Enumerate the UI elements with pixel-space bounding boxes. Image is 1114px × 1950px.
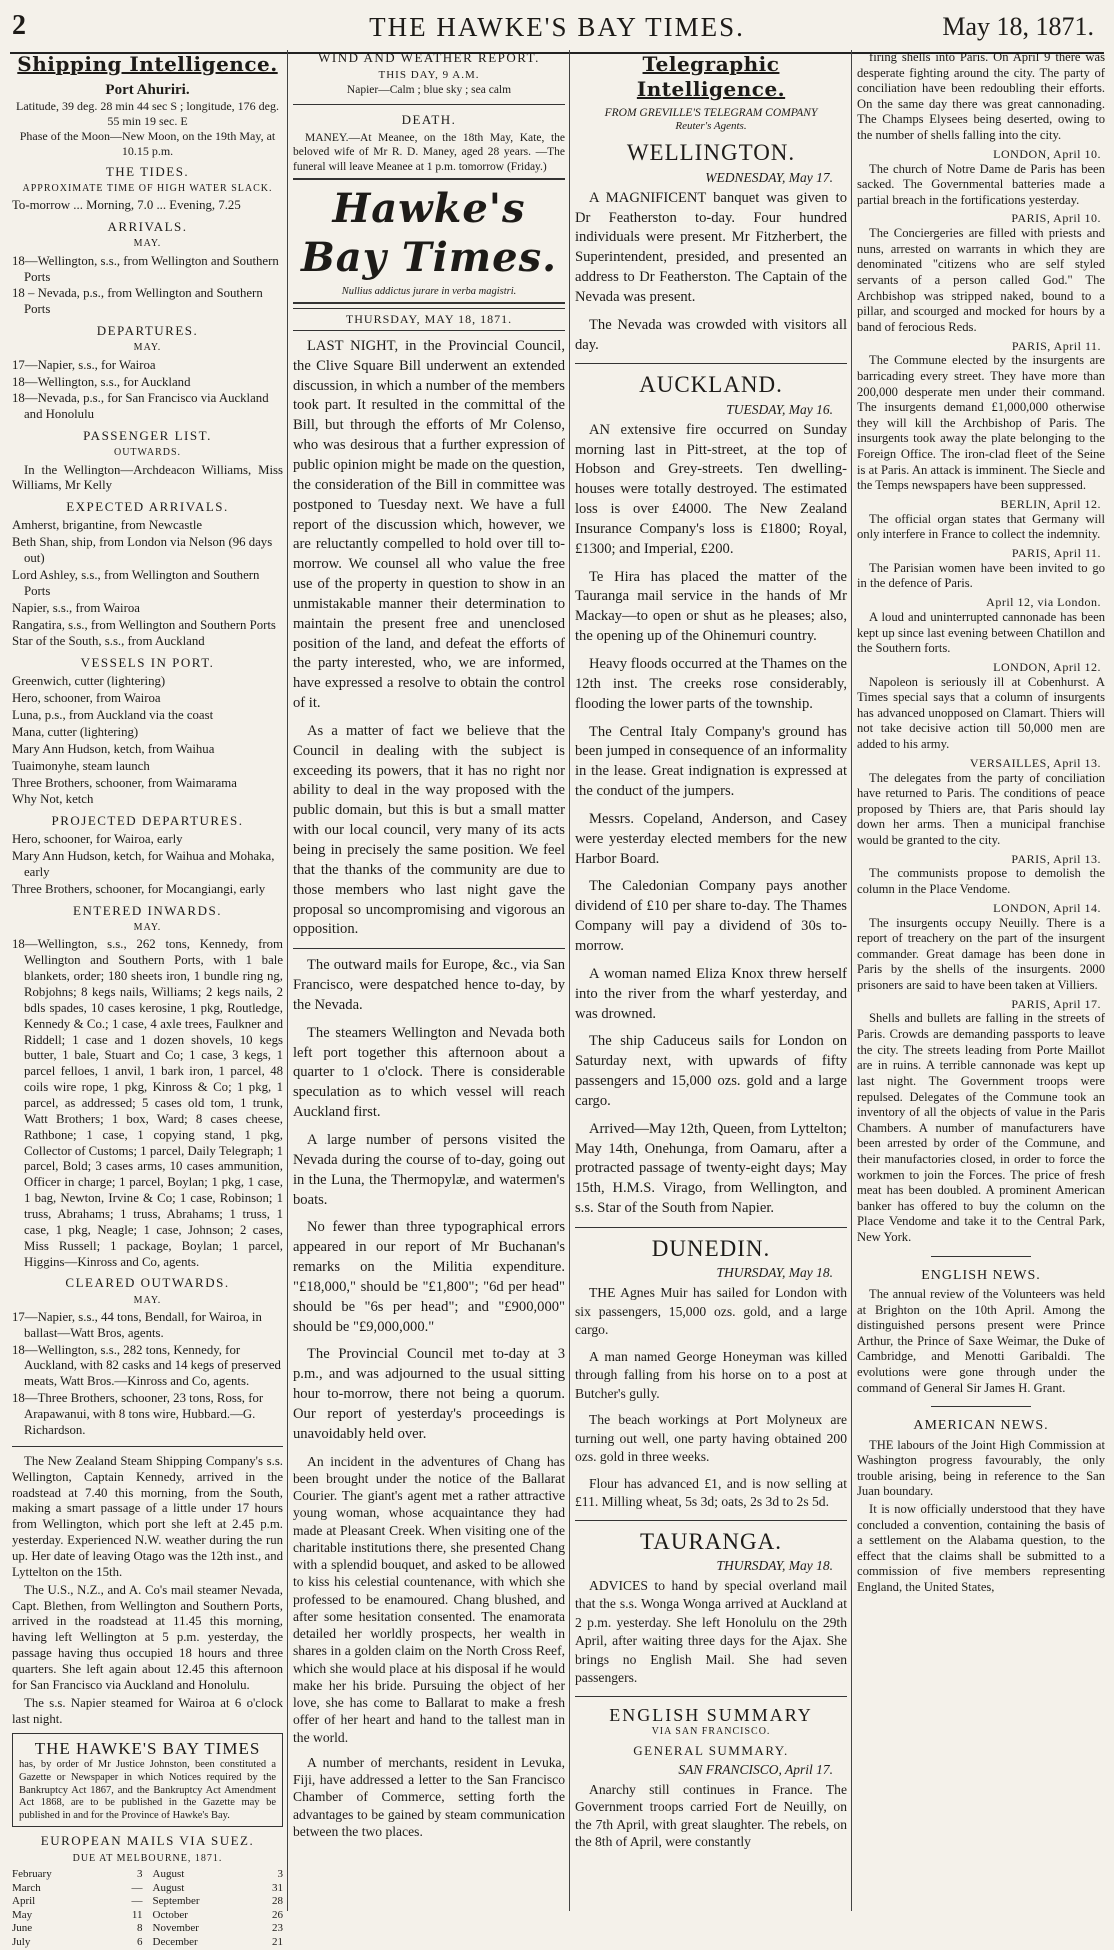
news-paragraph: firing shells into Paris. On April 9 there was desperate fighting around the city. The party of conciliation have been redoubling their efforts. On the same day there was great cannonading. The Champs Elysees being deserted, owing to the number of shells falling into the city. — [857, 50, 1105, 143]
dateline-dunedin: DUNEDIN. — [651, 1235, 771, 1261]
news-paragraph: Napoleon is seriously ill at Cobenhurst. A Times special says that a column of insurgents has advanced unopposed on Clamart. Thiers will not take decisive action till 50,000 men are added to his army. — [857, 674, 1105, 752]
month-cell: December — [152, 1936, 198, 1949]
list-item: 18—Nevada, p.s., for San Francisco via Auckland and Honolulu — [12, 391, 269, 422]
list-item: 18—Three Brothers, schooner, 23 tons, Ross, for Arapawanui, with 8 tons wire, Hubbard.—G. Richardson. — [12, 1391, 264, 1437]
weather-text: Napier—Calm ; blue sky ; sea calm — [346, 83, 512, 96]
dateline-tauranga: TAURANGA. — [640, 1528, 782, 1554]
list-item: Greenwich, cutter (lightering) — [12, 674, 166, 689]
passenger-text: In the Wellington—Archdeacon Williams, Miss Williams, Mr Kelly — [12, 462, 283, 493]
divider — [931, 1256, 1030, 1257]
news-paragraph: An incident in the adventures of Chang has been brought under the notice of the Ballarat Courier. The giant's agent met a rather attractive young woman, whose acquaintance they had made at Pleasant Creek. When visiting one of the charitable institutions there, she presented Chang with a splendid bouquet, and asked to be allowed to kiss his celestial countenance, with which she professed to be enamoured. Chang blushed, and after some hesitation consented. The enamorata detailed her worldly prospects, her wealth in shares in a golden claim on the North Cross Reef, which she would place at his disposal if he would make her his bride. Pursuing the object of her love, she has come to Ballarat to make a fresh offer of her heart and hand to the tallest man in the world. — [293, 1453, 565, 1745]
general-summary-heading: GENERAL SUMMARY. — [633, 1743, 789, 1759]
cleared-heading: CLEARED OUTWARDS. — [65, 1275, 230, 1291]
table-row — [12, 1882, 143, 1896]
mails-heading: EUROPEAN MAILS VIA SUEZ. — [40, 1833, 255, 1849]
shipping-note: The U.S., N.Z., and A. Co's mail steamer Nevada, Capt. Blethen, from Wellington and Southern Ports, arrived in the roadstead at 11.45 this morning, having left Wellington at 5 p.m. yesterday, the passage having thus occupied 18 hours and three quarters. She left again about 12.45 this afternoon for San Francisco via Auckland and Honolulu. — [12, 1582, 283, 1692]
list-item: Mana, cutter (lightering) — [12, 725, 139, 740]
list-item: Luna, p.s., from Auckland via the coast — [12, 708, 214, 723]
dateline: LONDON, April 14. — [993, 900, 1101, 915]
column-foreign-news — [857, 50, 1105, 1598]
section-heading: Telegraphic Intelligence. — [636, 52, 786, 101]
news-paragraph: The outward mails for Europe, &c., via San Francisco, were despatched hence to-day, by the Nevada. — [293, 957, 565, 1013]
month-cell: June — [12, 1922, 33, 1935]
passenger-heading: PASSENGER LIST. — [83, 428, 212, 444]
news-paragraph: Anarchy still continues in France. The Government troops carried Fort de Neuilly, on the 7th April, with great slaughter. The rebels, on the 8th of April, were constantly — [575, 1782, 847, 1849]
column-editorial — [293, 50, 565, 1848]
tides-heading: THE TIDES. — [105, 163, 190, 179]
expected-list — [12, 518, 283, 650]
dateline: BERLIN, April 12. — [1000, 496, 1101, 511]
divider — [575, 363, 847, 364]
dateline-auckland: AUCKLAND. — [639, 372, 783, 398]
column-divider — [569, 50, 570, 1911]
telegram-source: FROM GREVILLE'S TELEGRAM COMPANY — [604, 106, 818, 119]
news-paragraph: Te Hira has placed the matter of the Tauranga mail service in the hands of Mr Mackay—to open or shut as he pleases; also, the opening up of the Ohinemuri country. — [575, 568, 847, 645]
table-row — [12, 1922, 143, 1936]
notice-text: has, by order of Mr Justice Johnston, been constituted a Gazette or Newspaper in which Notices required by the Bankruptcy Act 1867, and the Bankruptcy Act Amendment Act 1868, are to be published in the Gazette may be published in and for the Province of Hawke's Bay. — [19, 1759, 276, 1821]
day-cell: 3 — [277, 1867, 283, 1880]
month-cell: May — [12, 1908, 33, 1921]
list-item: Lord Ashley, s.s., from Wellington and Southern Ports — [12, 568, 260, 598]
entered-heading: ENTERED INWARDS. — [73, 902, 222, 918]
news-paragraph: No fewer than three typographical errors appeared in our report of Mr Buchanan's remarks on the Militia expenditure. "£18,000," should be "£1,800"; "6d per head" should be "6s per head"; and "£900,000" should be "£9,000,000." — [293, 1219, 565, 1335]
table-row — [153, 1895, 284, 1909]
news-paragraph: The church of Notre Dame de Paris has been sacked. The Governmental batteries made a partial breach in the fortifications yesterday. — [857, 161, 1105, 207]
table-row — [153, 1922, 284, 1936]
table-row — [153, 1868, 284, 1882]
list-item: Tuaimonyhe, steam launch — [12, 758, 150, 773]
notice-title: THE HAWKE'S BAY TIMES — [34, 1739, 261, 1759]
dateline-wellington: WELLINGTON. — [626, 140, 796, 166]
news-paragraph: THE labours of the Joint High Commission at Washington progress favourably, the only trouble arising, being in reference to the San Juan boundary. — [857, 1437, 1105, 1499]
projected-heading: PROJECTED DEPARTURES. — [51, 813, 244, 829]
month-label: MAY. — [133, 342, 162, 354]
news-paragraph: A woman named Eliza Knox threw herself into the river from the wharf yesterday, and was drowned. — [575, 965, 847, 1022]
list-item: Three Brothers, schooner, from Waimarama — [12, 775, 237, 790]
dateline: April 12, via London. — [986, 595, 1101, 610]
news-paragraph: The insurgents occupy Neuilly. There is a report of treachery on the part of the insurgent commander. Great damage has been done in Paris by the shells of the insurgents. 2000 prisoners are said to have been taken at Villiers. — [857, 915, 1105, 992]
month-cell: February — [12, 1867, 52, 1880]
news-paragraph: The Commune elected by the insurgents are barricading every street. They have more than 200,000 desperate men under their command. The insurgents demand £1,000,000 otherwise they will kill the Archbishop of Paris. The insurgents took away the plate belonging to the Foreign Office. The iron-clad fleet of the Seine is at Paris. An attack is imminent. The Siecle and the Temps newspapers have been suppressed. — [857, 353, 1105, 493]
list-item: 18—Wellington, s.s., for Auckland — [12, 374, 191, 389]
table-row — [12, 1868, 143, 1882]
divider — [575, 1696, 847, 1697]
month-cell: November — [152, 1922, 199, 1935]
list-item: Mary Ann Hudson, ketch, from Waihua — [12, 741, 215, 756]
news-paragraph: The Provincial Council met to-day at 3 p.m., and was adjourned to the usual sitting hour to-morrow, there not being a quorum. Our report of yesterday's proceedings is unavoidably held over. — [293, 1346, 565, 1442]
news-paragraph: A number of merchants, resident in Levuka, Fiji, have addressed a letter to the San Francisco Chamber of Commerce, setting forth the advantages to be gained by steam communication between the two places. — [293, 1754, 565, 1839]
table-row — [12, 1895, 143, 1909]
day-cell: 8 — [137, 1922, 143, 1935]
tides-row: To-morrow ... Morning, 7.0 ... Evening, 7.25 — [12, 198, 241, 213]
weather-heading: WIND AND WEATHER REPORT. — [318, 50, 540, 65]
table-row — [153, 1909, 284, 1923]
shipping-note: The New Zealand Steam Shipping Company's s.s. Wellington, Captain Kennedy, arrived in the roadstead at 7.40 this morning, from the South, making a smart passage of a little under 17 hours from Wellington, which port she left at 2.45 p.m. yesterday. Experienced N.W. weather during the run up. Her date of leaving Otago was the 12th inst., and Lyttelton on the 15th. — [12, 1453, 283, 1579]
port-position: Latitude, 39 deg. 28 min 44 sec S ; longitude, 176 deg. 55 min 19 sec. E — [16, 99, 279, 129]
list-item: Amherst, brigantine, from Newcastle — [12, 518, 203, 533]
news-paragraph: A large number of persons visited the Nevada during the course of to-day, going out in the Luna, the Thermopylæ, and watermen's boats. — [293, 1131, 565, 1208]
news-paragraph: A man named George Honeyman was killed through falling from his horse on to a post at Butcher's gully. — [575, 1348, 847, 1401]
news-paragraph: The Conciergeries are filled with priests and nuns, arrested on warrants in which they are denominated "citizens who are self styled servants of a person called God." The Archbishop was stripped naked, bound to a pillar, and scourged and mocked for hours by a band of ferocious Reds. — [857, 226, 1105, 334]
page-number: 2 — [12, 10, 26, 41]
cleared-list — [12, 1310, 283, 1439]
paper-name: Hawke's Bay Times. — [300, 184, 558, 282]
mails-left — [12, 1868, 143, 1950]
list-item: 18 – Nevada, p.s., from Wellington and Southern Ports — [12, 286, 263, 317]
column-divider — [287, 50, 288, 1911]
entered-text: 18—Wellington, s.s., 262 tons, Kennedy, from Wellington and Southern Ports, with 1 bale blankets, order; 180 sheets iron, 1 bundle ring ng, Robjohns; 8 kegs nails, Williams; 2 kegs nails, 2 bdls spades, 10 cases kerosine, 1 pkg, Routledge, Kennedy & Co.; 1 case, 4 axle trees, Faulkner and Riddell; 1 case and 1 dozen shovels, 10 kegs butter, 1 bale, Stuart and Co; 1 case, 3 kegs, 1 parcel felloes, 1 anvil, 1 bark iron, 1 parcel, 48 coils wire rope, 1 pkg, Kinross & Co; 1 pkg, 1 parcel, as addressed; 5 cases old tom, 1 trunk, Watt Brothers; 1 box, Ward; 8 cases cheese, Rathbone; 1 case, 1 copying stand, 1 pkg, Collector of Customs; 1 parcel, Daily Telegraph; 1 parcel, Bold; 3 cases arms, 10 cases ammunition, Officer in charge; 1 parcel, Boylan; 1 pkg, 1 case, 1 bag, Newton, Irvine & Co; 1 case, Robinson; 1 truss, Abrahams; 1 truss, Abrahams; 1 truss, 1 case, 1 pkg, Neagle; 1 case, Johnson; 2 cases, Miss Russell; 1 package, Boylan; 1 parcel, Higgins—Kinross and Co, agents. — [12, 937, 283, 1269]
date-auckland: TUESDAY, May 16. — [726, 401, 833, 417]
news-paragraph: A loud and uninterrupted cannonade has been kept up since last evening between Chatillon and the Southern forts. — [857, 609, 1105, 656]
list-item: Hero, schooner, from Wairoa — [12, 691, 161, 706]
list-item: Napier, s.s., from Wairoa — [12, 600, 140, 615]
day-cell: 6 — [137, 1936, 143, 1949]
day-cell: — — [131, 1881, 143, 1894]
divider — [12, 1446, 283, 1447]
news-paragraph: AN extensive fire occurred on Sunday morning last in Pitt-street, at the top of Hobson and Grey-streets. Ten dwelling-houses were totally destroyed. The estimated loss is over £4000. The New Zealand Insurance Company's loss is £1800; Royal, £1300; and Imperial, £200. — [575, 421, 847, 557]
passenger-subheading: OUTWARDS. — [113, 447, 182, 459]
list-item: 18—Wellington, s.s., from Wellington and Southern Ports — [12, 253, 279, 284]
divider — [293, 104, 565, 105]
editorial-paragraph: LAST NIGHT, in the Provincial Council, the Clive Square Bill underwent an extended discussion, in which a number of the members took part. It resulted in the committal of the Bill, but through the efforts of Mr Colenso, who was desirous that a further expression of public opinion might be made on the question, the consideration of the Bill in committee was postponed to Tuesday next. We have a full report of the discussion which, however, we are reluctantly compelled to hold over till to-morrow. We counsel all who value the free use of the property in question to show in an unmistakable manner their determination to maintain the present free and unenclosed position of the land, and defeat the efforts of the party interested, who, we are informed, have expressed a resolve to obtain the control of it. — [293, 337, 565, 712]
dateline: PARIS, April 10. — [1011, 211, 1101, 226]
column-divider — [851, 50, 852, 1911]
news-paragraph: The beach workings at Port Molyneux are turning out well, one party having obtained 200 ozs. gold in three weeks. — [575, 1412, 847, 1465]
dateline: LONDON, April 10. — [993, 146, 1101, 161]
month-label: MAY. — [133, 921, 162, 933]
mails-subheading: DUE AT MELBOURNE, 1871. — [72, 1852, 223, 1864]
table-row — [12, 1936, 143, 1950]
moon-phase: Phase of the Moon—New Moon, on the 19th May, at 10.15 p.m. — [19, 129, 276, 159]
shipping-note: The s.s. Napier steamed for Wairoa at 6 o'clock last night. — [12, 1695, 283, 1726]
in-port-list — [12, 674, 283, 808]
news-paragraph: The annual review of the Volunteers was held at Brighton on the 10th April. Among the distinguished persons present were Prince Arthur, the Prince of Saxe Weimar, the Duke of Cambridge, and Menotti Garibaldi. The evolutions were gone through under the command of General Sir James H. Grant. — [857, 1286, 1105, 1395]
summary-heading: ENGLISH SUMMARY — [609, 1704, 813, 1725]
day-cell: — — [131, 1895, 143, 1908]
day-cell: 3 — [137, 1867, 143, 1880]
column-shipping — [12, 50, 283, 1950]
expected-heading: EXPECTED ARRIVALS. — [66, 499, 229, 515]
divider — [293, 948, 565, 949]
tides-subheading: APPROXIMATE TIME OF HIGH WATER SLACK. — [22, 183, 273, 194]
telegram-source-sub: Reuter's Agents. — [675, 119, 747, 132]
page-title: THE HAWKE'S BAY TIMES. — [369, 12, 745, 42]
american-news-heading: AMERICAN NEWS. — [913, 1418, 1049, 1434]
month-label: MAY. — [133, 1294, 162, 1306]
news-paragraph: ADVICES to hand by special overland mail that the s.s. Wonga Wonga arrived at Auckland at 2 p.m. yesterday. She left Honolulu on the 29th April, after waiting three days for the Ajax. She brings no English Mail. She had seven passengers. — [575, 1577, 847, 1686]
divider — [575, 1520, 847, 1521]
news-paragraph: The Nevada was crowded with visitors all day. — [575, 316, 847, 353]
date-dunedin: THURSDAY, May 18. — [716, 1265, 833, 1281]
english-news-heading: ENGLISH NEWS. — [921, 1267, 1041, 1283]
list-item: Beth Shan, ship, from London via Nelson (96 days out) — [12, 535, 273, 566]
month-cell: October — [152, 1908, 188, 1921]
news-paragraph: It is now officially understood that they have concluded a convention, containing the basis of a settlement on the Alabama question, to the effect that the claims shall be submitted to a commission of five members representing England, the United States, — [857, 1502, 1105, 1595]
list-item: 17—Napier, s.s., for Wairoa — [12, 357, 156, 372]
day-cell: 31 — [272, 1881, 283, 1894]
departures-list — [12, 358, 283, 423]
projected-list — [12, 832, 283, 897]
table-row — [153, 1882, 284, 1896]
news-paragraph: Arrived—May 12th, Queen, from Lyttelton; May 14th, Onehunga, from Oamaru, after a protracted passage of twenty-eight days; May 15th, H.M.S. Virago, from Wellington, and s.s. Star of the South from Napier. — [575, 1120, 847, 1217]
day-cell: 11 — [131, 1908, 143, 1921]
news-paragraph: The Central Italy Company's ground has been jumped in consequence of an informality in the lease. Great indignation is expressed at the conduct of the jumpers. — [575, 723, 847, 800]
dateline: PARIS, April 17. — [1011, 996, 1101, 1011]
issue-date: THURSDAY, MAY 18, 1871. — [293, 308, 565, 331]
dateline: PARIS, April 11. — [1011, 338, 1101, 353]
list-item: Hero, schooner, for Wairoa, early — [12, 832, 183, 847]
news-paragraph: Messrs. Copeland, Anderson, and Casey were yesterday elected members for the new Harbor Board. — [575, 810, 847, 867]
dateline: PARIS, April 13. — [1011, 851, 1101, 866]
arrivals-heading: ARRIVALS. — [107, 219, 188, 235]
list-item: Why Not, ketch — [12, 792, 94, 807]
news-paragraph: A MAGNIFICENT banquet was given to Dr Featherston to-day. Four hundred individuals were present. Mr Fitzherbert, the Superintendent, presided, and presented an address to Dr Featherston. The Captain of the Nevada was present. — [575, 189, 847, 305]
news-paragraph: THE Agnes Muir has sailed for London with six passengers, 15,000 ozs. gold, and a large cargo. — [575, 1285, 847, 1338]
list-item: Star of the South, s.s., from Auckland — [12, 634, 205, 649]
list-item: Rangatira, s.s., from Wellington and Southern Ports — [12, 617, 276, 632]
news-paragraph: The official organ states that Germany will only interfere in France to collect the indemnity. — [857, 511, 1105, 542]
paper-masthead — [293, 178, 565, 304]
dateline: PARIS, April 11. — [1011, 545, 1101, 560]
month-cell: April — [12, 1895, 36, 1908]
departures-heading: DEPARTURES. — [96, 323, 199, 339]
editorial-paragraph: As a matter of fact we believe that the Council in dealing with the subject is exceeding its powers, that it has no right nor ability to deal in the way proposed with the public domain, but this is but a small matter with our local council, very many of its acts being in precisely the same position. We feel that the thanks of the community are due to those members who last night gave the proposal so uncompromising and vigorous an opposition. — [293, 722, 565, 938]
news-paragraph: Heavy floods occurred at the Thames on the 12th inst. The creeks rose considerably, flooding the lower parts of the township. — [575, 656, 847, 712]
date-san-francisco: SAN FRANCISCO, April 17. — [678, 1762, 833, 1778]
dateline: VERSAILLES, April 13. — [969, 755, 1101, 770]
column-telegraphic — [575, 50, 847, 1858]
paper-motto: Nullius addictus jurare in verba magistri. — [341, 286, 517, 298]
month-cell: August — [152, 1881, 185, 1894]
day-cell: 21 — [272, 1936, 283, 1949]
mails-table — [12, 1868, 283, 1950]
section-heading: Shipping Intelligence. — [17, 52, 278, 76]
death-heading: DEATH. — [401, 111, 457, 127]
month-cell: March — [12, 1881, 41, 1894]
list-item: Mary Ann Hudson, ketch, for Waihua and Mohaka, early — [12, 849, 275, 880]
gazette-notice — [12, 1733, 283, 1827]
date-tauranga: THURSDAY, May 18. — [716, 1558, 833, 1574]
news-paragraph: The communists propose to demolish the column in the Place Vendome. — [857, 866, 1105, 897]
news-paragraph: Shells and bullets are falling in the streets of Paris. Crowds are demanding passports to leave the city. The streets leading from Porte Maillot are in ruins. A terrible cannonade was kept up last night. The Government troops were repulsed. Delegates of the Commune took an inventory of all the objects of value in the Paris Chambers. A number of manufacturers have been arrested by order of the Commune, and their manufactories closed, in order to force the workmen to join the Forces. The price of fresh meat has been doubled. A prominent American banker has offered to buy the column on the Place Vendome and take it to the Central Park, New York. — [857, 1011, 1105, 1245]
news-paragraph: Flour has advanced £1, and is now selling at £11. Milling wheat, 5s 3d; oats, 2s 3d to 2s 5d. — [575, 1475, 847, 1510]
month-cell: September — [152, 1895, 200, 1908]
month-cell: August — [152, 1867, 185, 1880]
month-cell: July — [12, 1936, 31, 1949]
news-paragraph: The steamers Wellington and Nevada both left port together this afternoon about a quarter to 1 o'clock. There is considerable speculation as to which vessel will reach Auckland first. — [293, 1024, 565, 1121]
weather-time: THIS DAY, 9 A.M. — [378, 69, 480, 82]
table-row — [12, 1909, 143, 1923]
dateline: LONDON, April 12. — [993, 659, 1101, 674]
list-item: 18—Wellington, s.s., 282 tons, Kennedy, for Auckland, with 82 casks and 14 kegs of preserved meats, Watt Bros.—Kinross and Co, agents. — [12, 1342, 281, 1389]
death-notice: MANEY.—At Meanee, on the 18th May, Kate, the beloved wife of Mr R. D. Maney, aged 28 years. —The funeral will leave Meanee at 1 p.m. tomorrow (Friday.) — [293, 132, 565, 173]
day-cell: 28 — [272, 1895, 283, 1908]
port-name: Port Ahuriri. — [105, 81, 190, 98]
arrivals-list — [12, 254, 283, 318]
date-wellington: WEDNESDAY, May 17. — [705, 169, 833, 185]
news-paragraph: The Caledonian Company pays another dividend of £10 per share to-day. The Thames Company will pay a dividend of 30s to-morrow. — [575, 878, 847, 954]
month-label: MAY. — [133, 238, 162, 250]
divider — [931, 1406, 1030, 1407]
day-cell: 26 — [272, 1908, 283, 1921]
page-date: May 18, 1871. — [942, 12, 1094, 41]
summary-subheading: VIA SAN FRANCISCO. — [651, 1725, 771, 1737]
day-cell: 23 — [272, 1922, 283, 1935]
list-item: Three Brothers, schooner, for Mocangiangi, early — [12, 882, 266, 896]
mails-right — [153, 1868, 284, 1950]
news-paragraph: The ship Caduceus sails for London on Saturday next, with upwards of fifty passengers and 15,000 ozs. gold and a large cargo. — [575, 1033, 847, 1109]
table-row — [153, 1936, 284, 1950]
divider — [575, 1227, 847, 1228]
news-paragraph: The delegates from the party of conciliation have returned to Paris. The conditions of peace proposed by Thiers are, that Paris should lay down her arms. Then a municipal franchise would be granted to the city. — [857, 770, 1105, 847]
list-item: 17—Napier, s.s., 44 tons, Bendall, for Wairoa, in ballast—Watt Bros, agents. — [12, 1309, 262, 1340]
page-header — [0, 8, 1114, 42]
in-port-heading: VESSELS IN PORT. — [80, 655, 215, 671]
news-paragraph: The Parisian women have been invited to go in the defence of Paris. — [857, 560, 1105, 591]
